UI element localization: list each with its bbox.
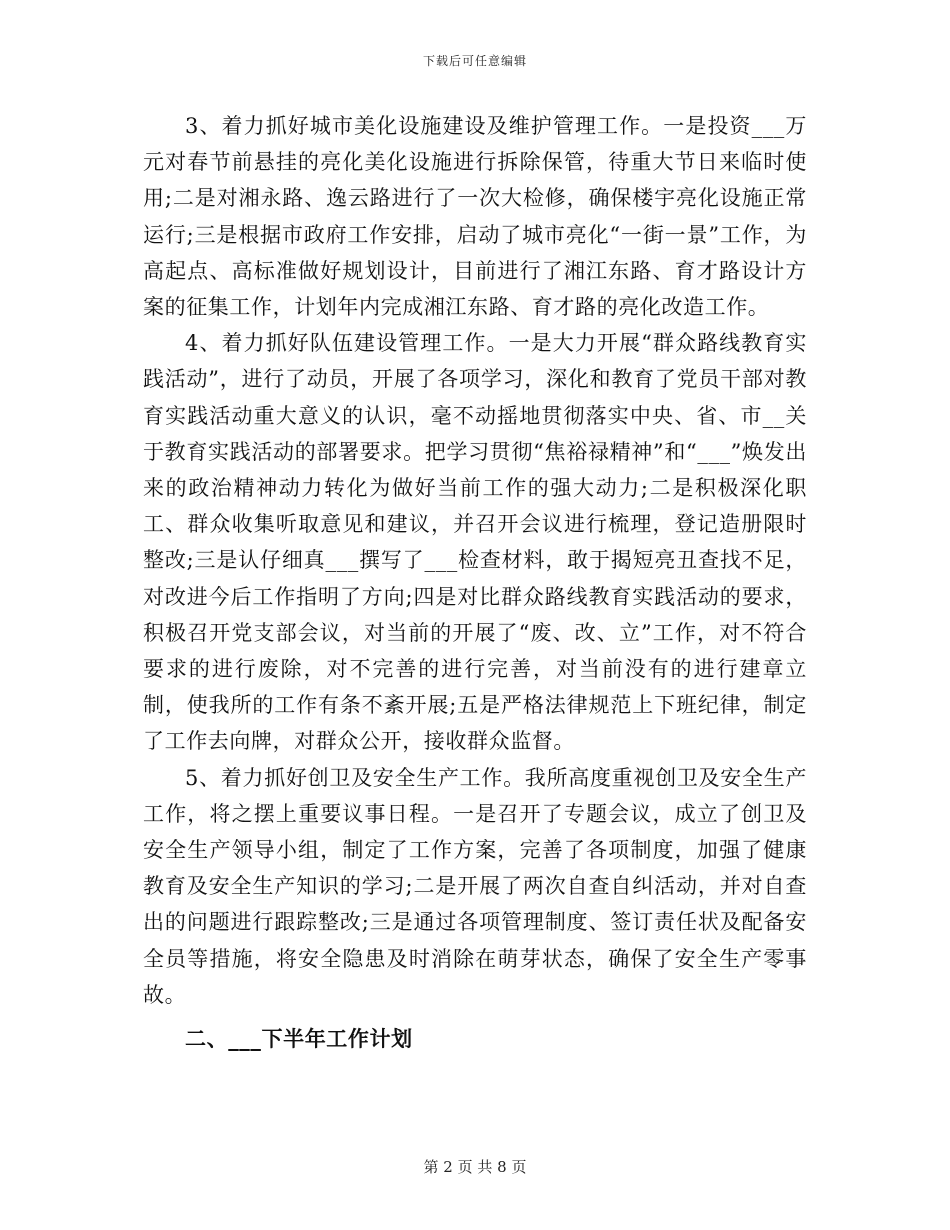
page-header-note: 下载后可任意编辑 <box>422 54 527 68</box>
paragraph-item-4: 4、着力抓好队伍建设管理工作。一是大力开展“群众路线教育实践活动”，进行了动员，开展了各项学习，深化和教育了党员干部对教育实践活动重大意义的认识，毫不动摇地贯彻落实中央、省、市__关于教育实践活动的部署要求。把学习贯彻“焦裕禄精神”和“___”焕发出来的政治精神动力转化为做好当前工作的强大动力;二是积极深化职工、群众收集听取意见和建议，并召开会议进行梳理，登记造册限时整改;三是认仔细真___撰写了___检查材料，敢于揭短亮丑查找不足，对改进今后工作指明了方向;四是对比群众路线教育实践活动的要求，积极召开党支部会议，对当前的开展了“废、改、立”工作，对不符合要求的进行废除，对不完善的进行完善，对当前没有的进行建章立制，使我所的工作有条不紊开展;五是严格法律规范上下班纪律，制定了工作去向牌，对群众公开，接收群众监督。 <box>143 331 807 754</box>
document-body <box>143 108 807 1057</box>
paragraph-item-3: 3、着力抓好城市美化设施建设及维护管理工作。一是投资___万元对春节前悬挂的亮化美化设施进行拆除保管，待重大节日来临时使用;二是对湘永路、逸云路进行了一次大检修，确保楼宇亮化设施正常运行;三是根据市政府工作安排，启动了城市亮化“一街一景”工作，为高起点、高标准做好规划设计，目前进行了湘江东路、育才路设计方案的征集工作，计划年内完成湘江东路、育才路的亮化改造工作。 <box>143 114 807 320</box>
page-number: 第 2 页 共 8 页 <box>423 1158 527 1176</box>
section-heading: 二、___下半年工作计划 <box>185 1027 413 1052</box>
paragraph-item-5: 5、着力抓好创卫及安全生产工作。我所高度重视创卫及安全生产工作，将之摆上重要议事日程。一是召开了专题会议，成立了创卫及安全生产领导小组，制定了工作方案，完善了各项制度，加强了健康教育及安全生产知识的学习;二是开展了两次自查自纠活动，并对自查出的问题进行跟踪整改;三是通过各项管理制度、签订责任状及配备安全员等措施，将安全隐患及时消除在萌芽状态，确保了安全生产零事故。 <box>143 765 807 1007</box>
